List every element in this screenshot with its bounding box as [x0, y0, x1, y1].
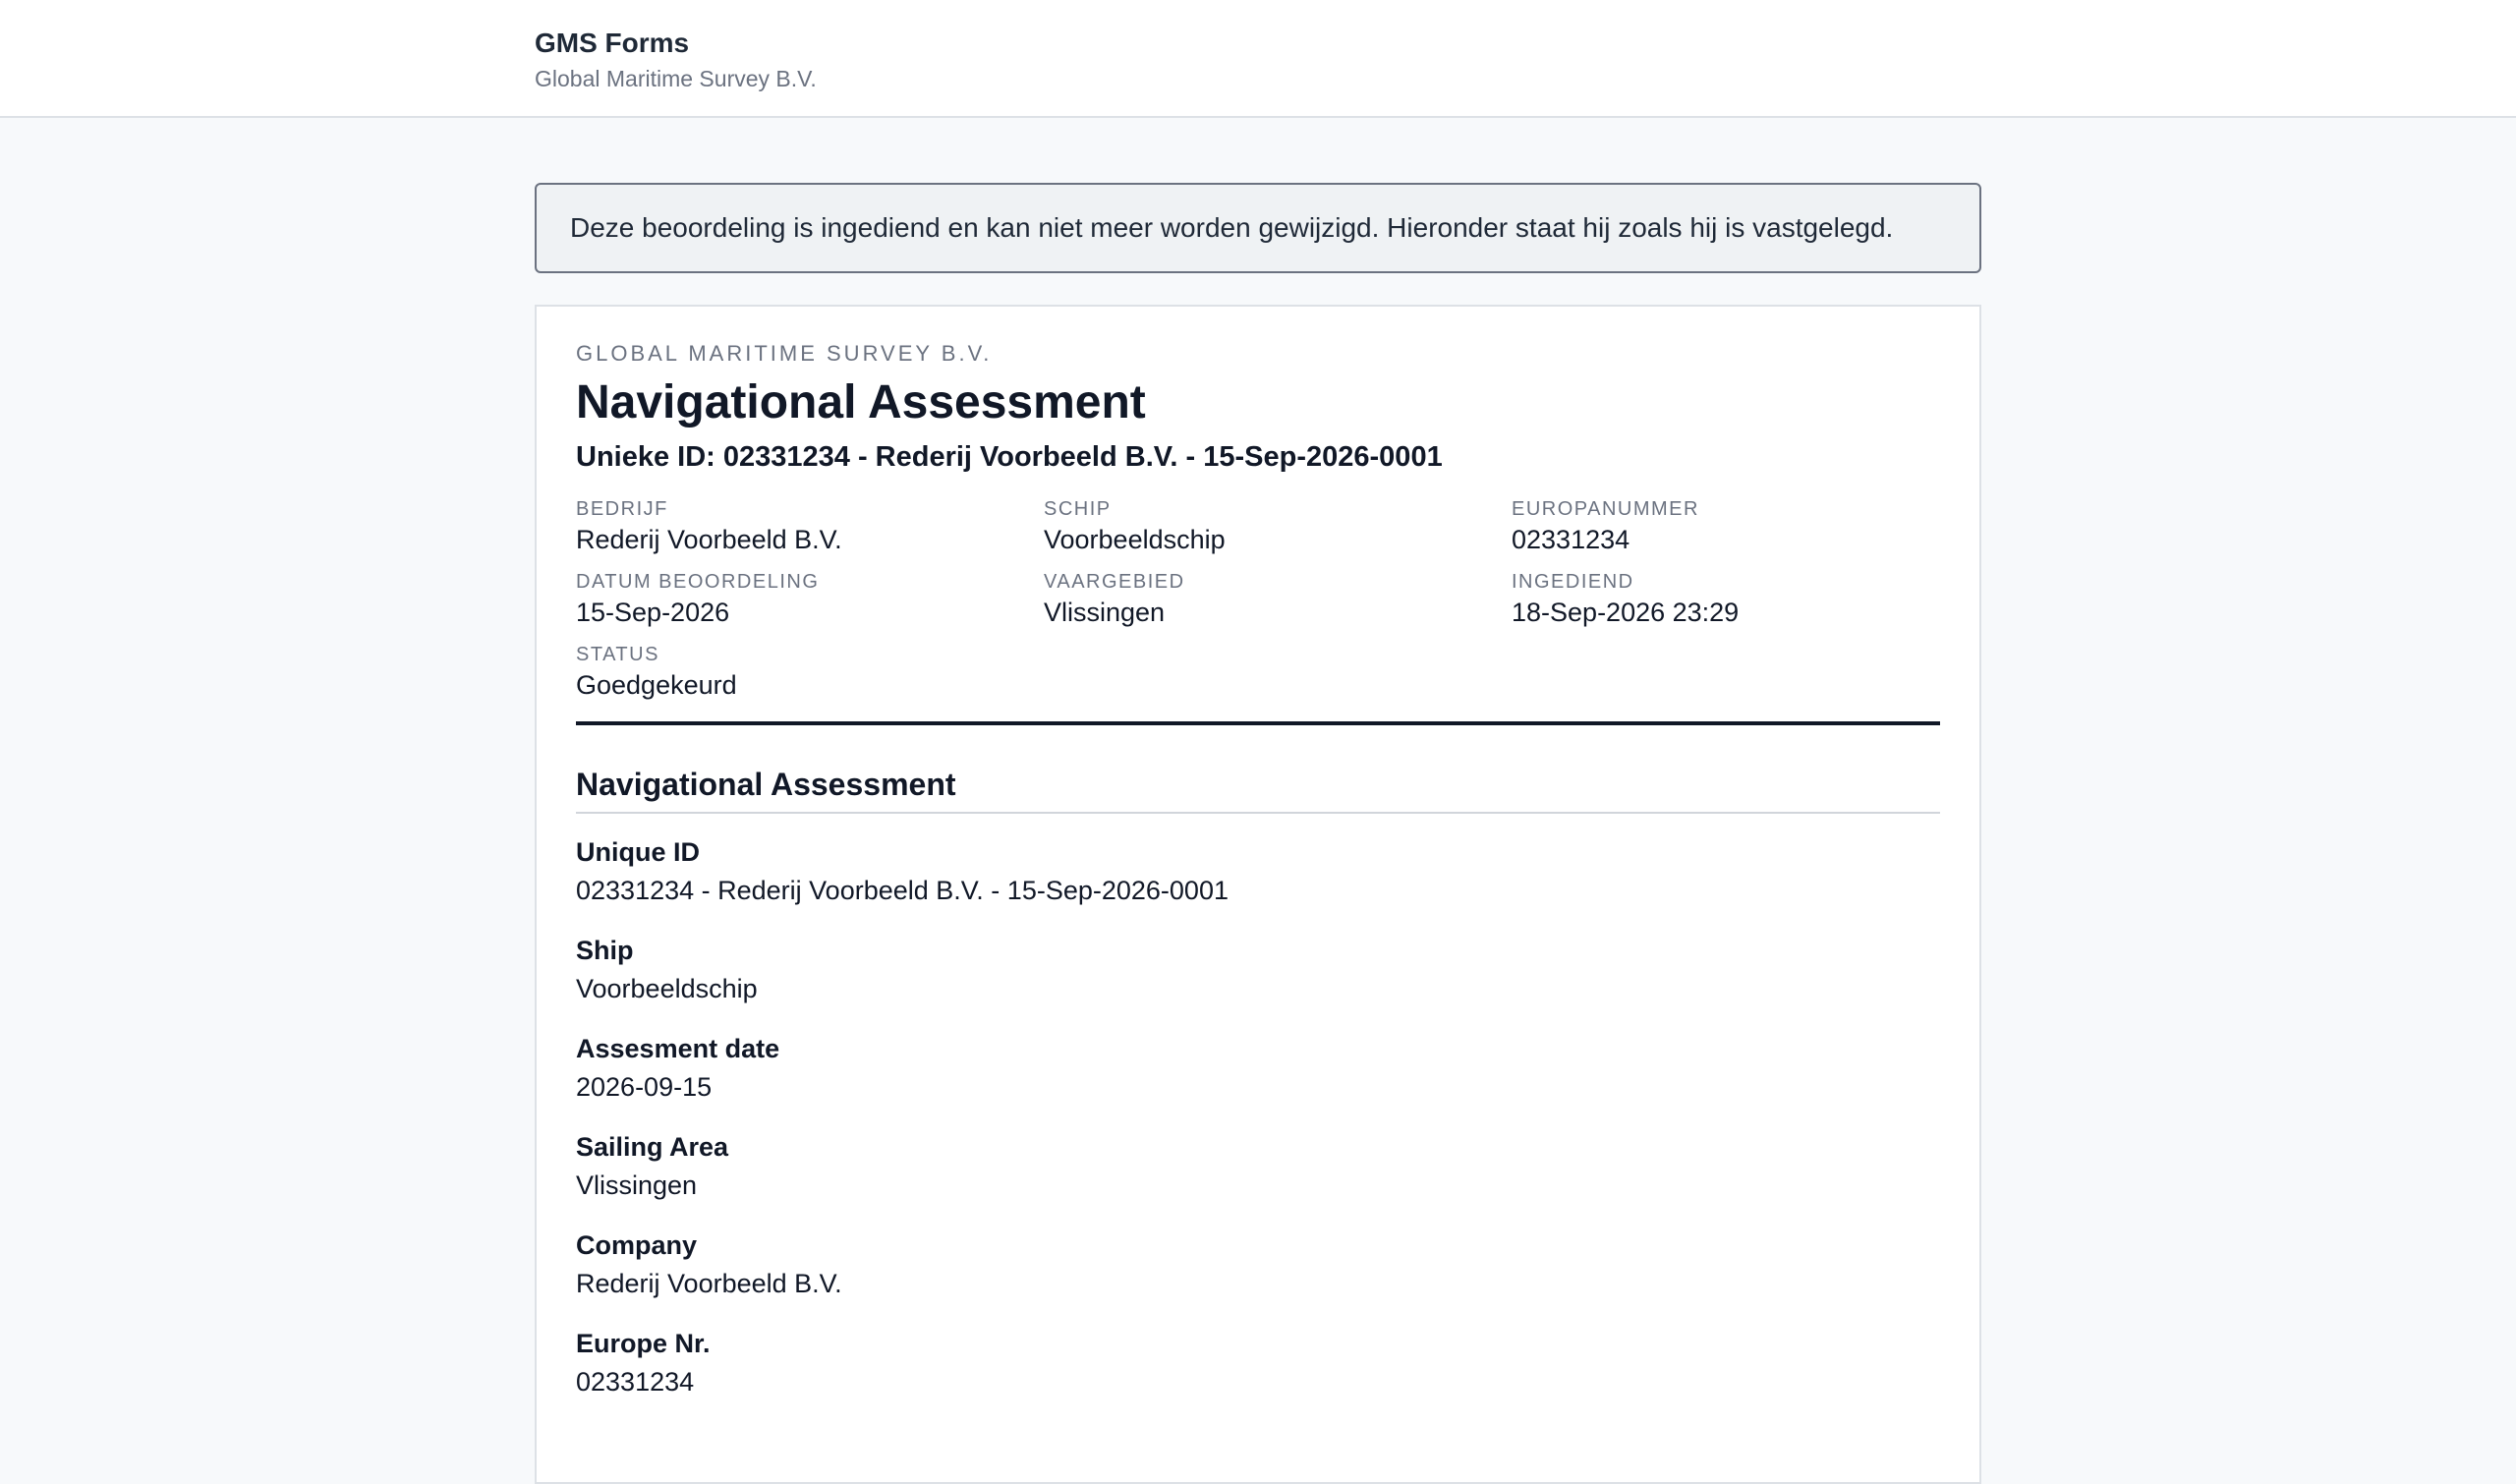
field-company [576, 1228, 1940, 1301]
top-bar [0, 0, 2516, 118]
field-assessment-date [576, 1032, 1940, 1105]
meta-value: Vlissingen [1044, 598, 1166, 627]
meta-item-bedrijf [576, 497, 1044, 556]
meta-label: EUROPANUMMER [1512, 498, 1699, 520]
field-value: Vlissingen [576, 1170, 698, 1200]
meta-item-schip [1044, 497, 1512, 556]
field-unique-id [576, 835, 1940, 908]
brand [535, 26, 817, 94]
section-title: Navigational Assessment [576, 765, 1940, 814]
field-label: Sailing Area [576, 1132, 729, 1162]
field-sailing-area [576, 1130, 1940, 1203]
document-org: GLOBAL MARITIME SURVEY B.V. [576, 341, 993, 366]
meta-value: Voorbeeldschip [1044, 525, 1226, 554]
meta-value: Rederij Voorbeeld B.V. [576, 525, 842, 554]
field-value: 2026-09-15 [576, 1072, 713, 1102]
document-title: Navigational Assessment [576, 376, 1146, 428]
field-label: Assesment date [576, 1034, 780, 1063]
meta-label: BEDRIJF [576, 498, 668, 520]
submitted-notice [535, 183, 1981, 273]
header-divider [576, 721, 1940, 725]
org-subtitle: Global Maritime Survey B.V. [535, 66, 817, 91]
field-value: Rederij Voorbeeld B.V. [576, 1269, 842, 1298]
meta-item-ingediend [1512, 570, 1944, 629]
document-unique-id: Unieke ID: 02331234 - Rederij Voorbeeld B.V. - 15-Sep-2026-0001 [576, 441, 1443, 473]
field-value: 02331234 [576, 1367, 695, 1397]
meta-value: 15-Sep-2026 [576, 598, 730, 627]
notice-text: Deze beoordeling is ingediend en kan niet meer worden gewijzigd. Hieronder staat hij zoals hij is vastgelegd. [570, 212, 1894, 243]
meta-label: SCHIP [1044, 498, 1112, 520]
meta-value: 02331234 [1512, 525, 1630, 554]
status-value: Goedgekeurd [576, 670, 737, 700]
meta-item-vaargebied [1044, 570, 1512, 629]
meta-label: INGEDIEND [1512, 571, 1634, 593]
meta-value: 18-Sep-2026 23:29 [1512, 598, 1740, 627]
meta-item-status [576, 643, 1044, 702]
field-ship [576, 934, 1940, 1006]
assessment-card [535, 305, 1981, 1484]
field-value: 02331234 - Rederij Voorbeeld B.V. - 15-Sep-2026-0001 [576, 876, 1229, 905]
meta-label: STATUS [576, 644, 659, 665]
field-europe-nr [576, 1327, 1940, 1399]
meta-grid [576, 497, 1940, 702]
field-label: Company [576, 1230, 698, 1260]
app-title[interactable]: GMS Forms [535, 28, 690, 58]
meta-label: DATUM BEOORDELING [576, 571, 820, 593]
field-value: Voorbeeldschip [576, 974, 758, 1003]
field-label: Ship [576, 936, 634, 965]
field-label: Europe Nr. [576, 1329, 711, 1358]
meta-label: VAARGEBIED [1044, 571, 1185, 593]
meta-item-europanummer [1512, 497, 1944, 556]
meta-item-datum-beoordeling [576, 570, 1044, 629]
field-label: Unique ID [576, 837, 700, 867]
